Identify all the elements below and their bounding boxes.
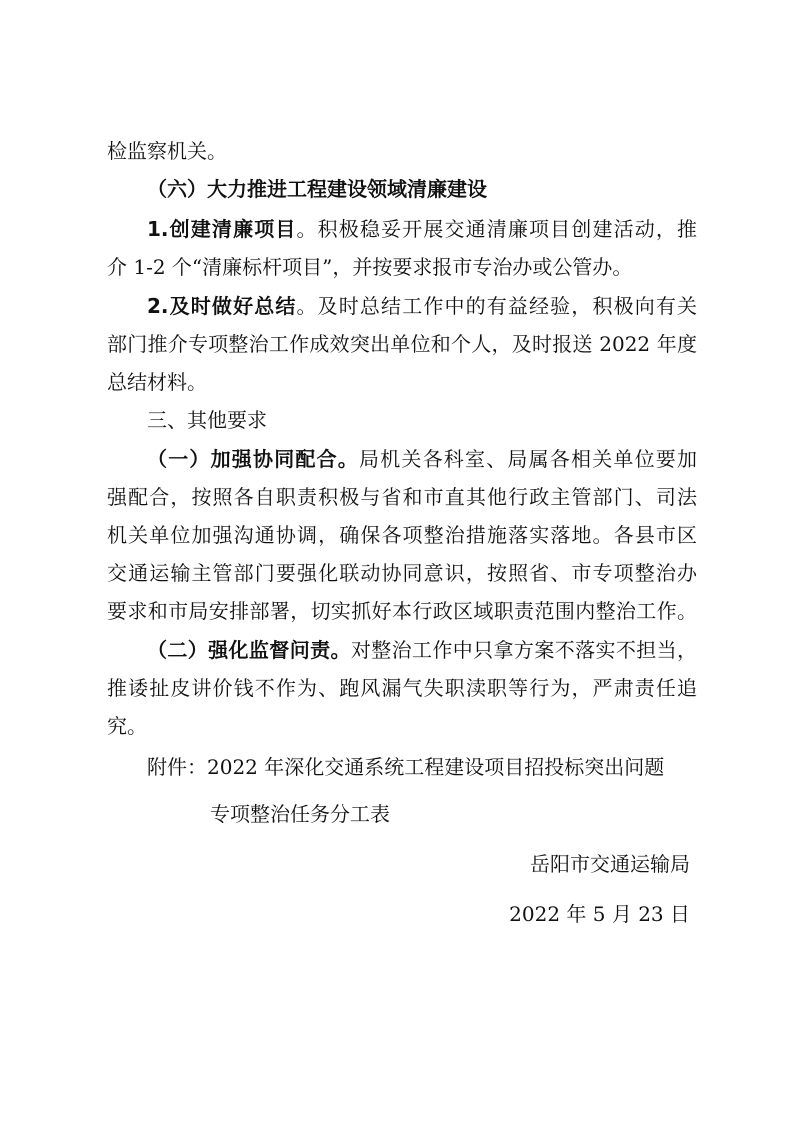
paragraph-4-line-2: 推诿扯皮讲价钱不作为、跑风漏气失职渎职等行为，严肃责任追	[107, 676, 697, 700]
paragraph-3-line-5: 要求和市局安排部署，切实抓好本行政区域职责范围内整治工作。	[107, 599, 697, 623]
paragraph-2-heading: 2.及时做好总结	[147, 294, 297, 318]
paragraph-2-line-2: 部门推介专项整治工作成效突出单位和个人，及时报送 2022 年度	[107, 332, 697, 356]
paragraph-3-heading: （一）加强协同配合。	[147, 447, 359, 471]
signature-date: 2022 年 5 月 23 日	[509, 902, 690, 926]
paragraph-4-heading: （二）强化监督问责。	[147, 638, 351, 662]
attachment-line-2: 专项整治任务分工表	[210, 802, 390, 826]
paragraph-4-line-1: （二）强化监督问责。对整治工作中只拿方案不落实不担当，	[147, 638, 697, 662]
paragraph-3-line-2: 强配合，按照各自职责积极与省和市直其他行政主管部门、司法	[107, 485, 697, 509]
paragraph-3-line-1: （一）加强协同配合。局机关各科室、局属各相关单位要加	[147, 447, 697, 471]
section-heading-6: （六）大力推进工程建设领域清廉建设	[147, 177, 487, 201]
section-heading-3: 三、其他要求	[147, 408, 267, 432]
paragraph-4-line-3: 究。	[107, 714, 147, 738]
paragraph-3-line-4: 交通运输主管部门要强化联动协同意识，按照省、市专项整治办	[107, 561, 697, 585]
text-line: 检监察机关。	[107, 139, 227, 163]
paragraph-1-line-2: 介 1-2 个“清廉标杆项目”，并按要求报市专治办或公管办。	[107, 255, 633, 279]
signature-issuer: 岳阳市交通运输局	[530, 852, 690, 876]
paragraph-1-heading: 1.创建清廉项目	[147, 217, 297, 241]
paragraph-3-line-3: 机关单位加强沟通协调，确保各项整治措施落实落地。各县市区	[107, 523, 697, 547]
paragraph-2-line-1: 2.及时做好总结。及时总结工作中的有益经验，积极向有关	[147, 294, 697, 318]
paragraph-1-line-1: 1.创建清廉项目。积极稳妥开展交通清廉项目创建活动，推	[147, 217, 697, 241]
paragraph-2-line-3: 总结材料。	[107, 370, 207, 394]
attachment-line-1: 附件：2022 年深化交通系统工程建设项目招投标突出问题	[147, 755, 665, 779]
